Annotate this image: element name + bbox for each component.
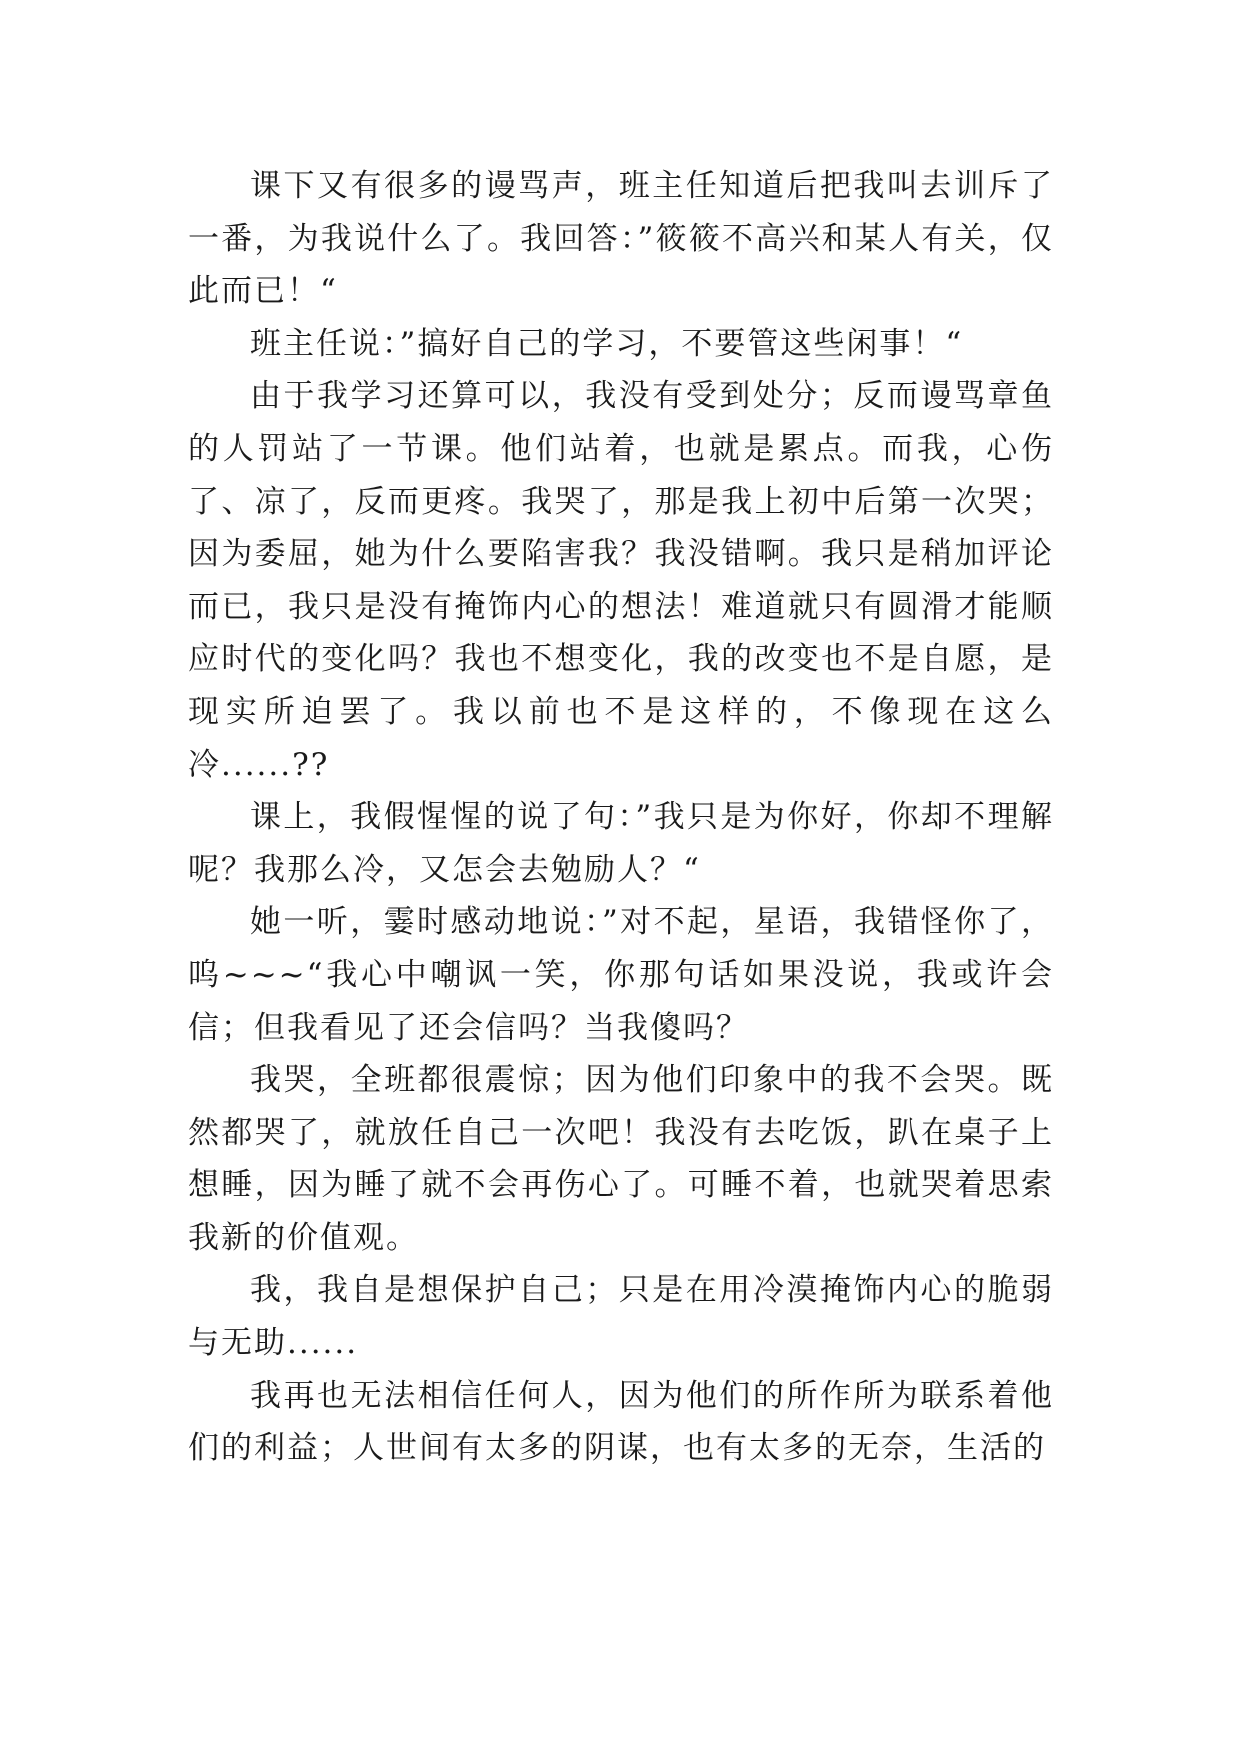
- paragraph-7: 我，我自是想保护自己；只是在用冷漠掩饰内心的脆弱与无助......: [188, 1272, 1054, 1362]
- paragraph-1: 课下又有很多的谩骂声，班主任知道后把我叫去训斥了一番，为我说什么了。我回答：”筱筱不高兴和某人有关，仅此而已！“: [188, 168, 1054, 310]
- paragraph-2: 班主任说：”搞好自己的学习，不要管这些闲事！“: [250, 325, 964, 362]
- document-body: [188, 160, 1054, 1475]
- paragraph-4: 课上，我假惺惺的说了句：”我只是为你好，你却不理解呢？我那么冷，又怎会去勉励人？“: [188, 799, 1054, 888]
- paragraph-6: 我哭，全班都很震惊；因为他们印象中的我不会哭。既然都哭了，就放任自己一次吧！我没有去吃饭，趴在桌子上想睡，因为睡了就不会再伤心了。可睡不着，也就哭着思索我新的价值观。: [188, 1062, 1054, 1256]
- paragraph-5: 她一听，霎时感动地说：”对不起，星语，我错怪你了，呜~~~“我心中嘲讽一笑，你那句话如果没说，我或许会信；但我看见了还会信吗？当我傻吗？: [188, 904, 1054, 1046]
- paragraph-8: 我再也无法相信任何人，因为他们的所作所为联系着他们的利益；人世间有太多的阴谋，也有太多的无奈，生活的: [188, 1377, 1054, 1467]
- paragraph-3: 由于我学习还算可以，我没有受到处分；反而谩骂章鱼的人罚站了一节课。他们站着，也就是累点。而我，心伤了、凉了，反而更疼。我哭了，那是我上初中后第一次哭；因为委屈，她为什么要陷害我？我没错啊。我只是稍加评论而已，我只是没有掩饰内心的想法！难道就只有圆滑才能顺应时代的变化吗？我也不想变化，我的改变也不是自愿，是现实所迫罢了。我以前也不是这样的，不像现在这么冷......??: [188, 378, 1054, 783]
